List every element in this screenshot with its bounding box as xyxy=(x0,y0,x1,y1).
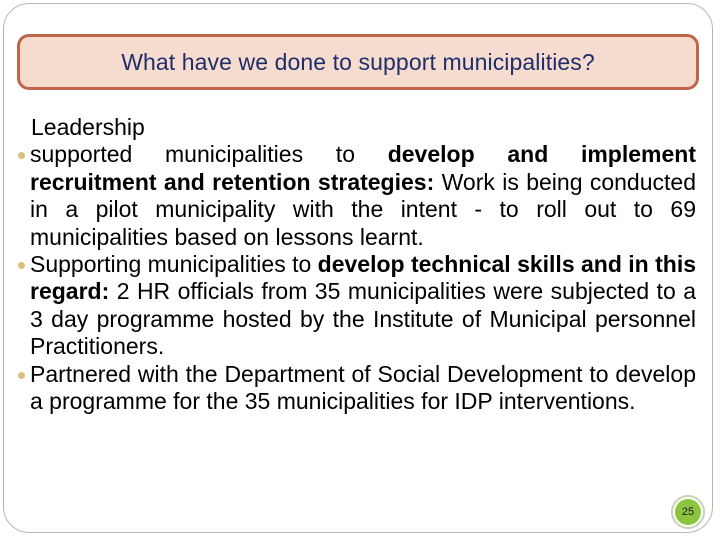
bullet-text-regular: 2 HR officials from 35 municipalities were subjected to a 3 day programme hosted by the Institute of Municipal personnel Practitioners. xyxy=(30,278,696,360)
slide-title: What have we done to support municipalities? xyxy=(121,48,595,75)
bullet-text-regular: Work is being conducted in a pilot municipality with the intent - to roll out to 69 municipalities based on lessons learnt. xyxy=(30,168,696,250)
bullet-text xyxy=(30,141,696,251)
section-heading: Leadership xyxy=(31,114,145,140)
page-number: 25 xyxy=(675,499,701,525)
bullet-item xyxy=(18,361,696,416)
bullet-item xyxy=(18,251,696,361)
bullet-text xyxy=(30,251,696,361)
bullet-item xyxy=(18,141,696,251)
bullet-text-regular: Partnered with the Department of Social Development to develop a programme for the 35 municipalities for IDP interventions. xyxy=(30,360,696,415)
title-box xyxy=(17,34,699,90)
bullet-text-regular: Supporting municipalities to xyxy=(30,251,318,278)
bullet-text-bold: develop technical skills and in this regard: xyxy=(30,251,697,305)
bullet-text xyxy=(30,361,696,416)
bullet-text-regular: supported municipalities to xyxy=(30,141,388,168)
page-number-badge xyxy=(671,495,705,529)
bullet-text-bold: develop and implement recruitment and retention strategies: xyxy=(30,141,696,195)
slide-content xyxy=(18,114,696,415)
